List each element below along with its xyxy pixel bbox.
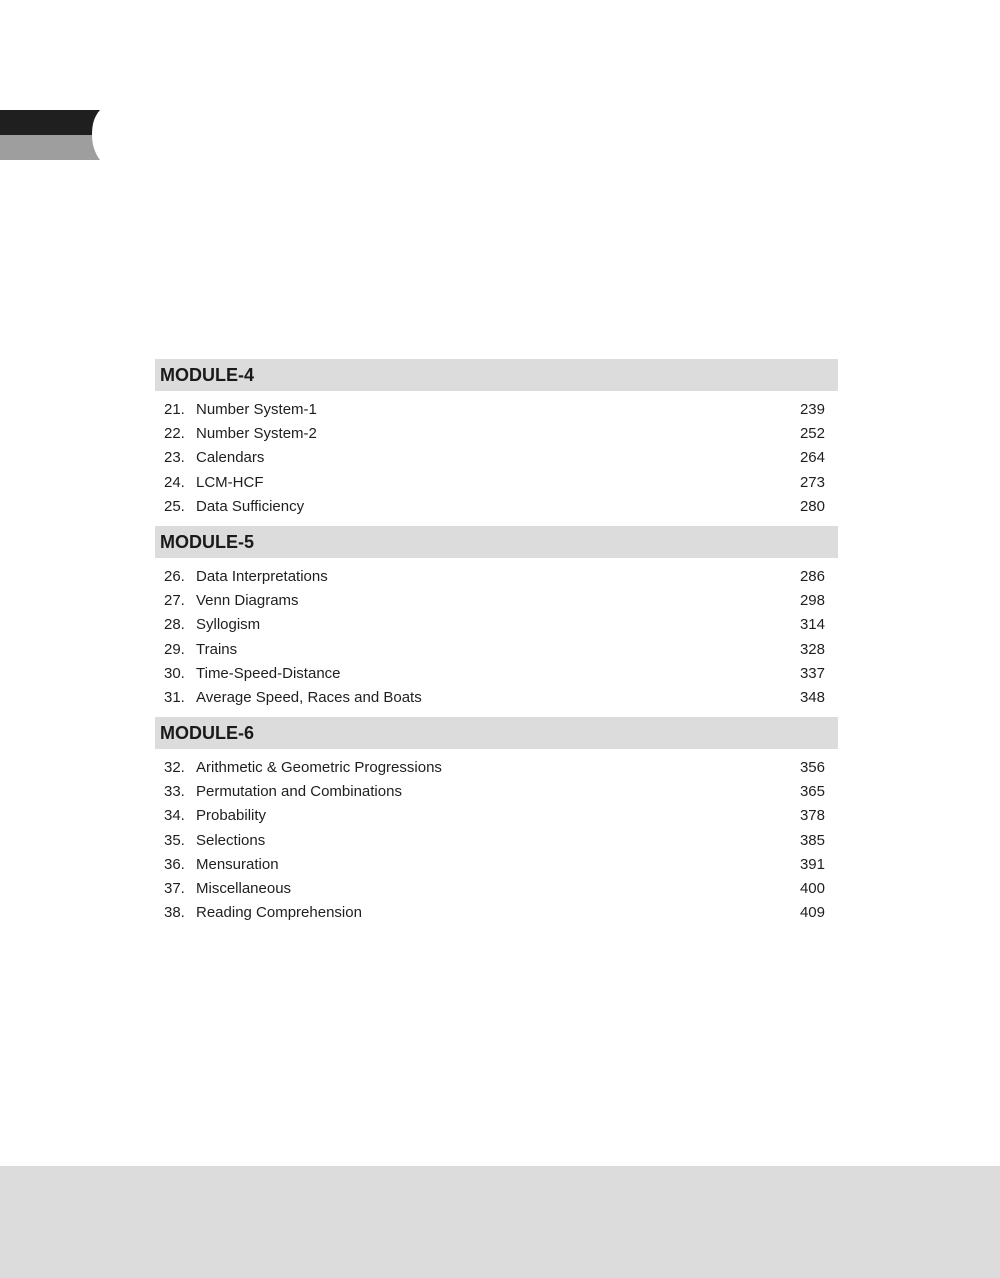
entry-number: 27. [164, 592, 185, 610]
toc-entry[interactable] [155, 662, 838, 686]
entry-title: Data Interpretations [196, 567, 328, 585]
toc-entry[interactable] [155, 853, 838, 877]
toc-entry[interactable] [155, 398, 838, 422]
toc-entry[interactable] [155, 446, 838, 470]
entry-page: 252 [799, 425, 825, 443]
entry-title: Average Speed, Races and Boats [196, 688, 422, 706]
module-6-section [155, 717, 838, 925]
entry-number: 31. [164, 688, 185, 706]
toc-entry[interactable] [155, 877, 838, 901]
entry-page: 286 [799, 567, 825, 585]
entry-page: 239 [799, 401, 825, 418]
entry-number: 21. [164, 401, 185, 418]
entry-number: 23. [164, 449, 185, 467]
entry-number: 35. [164, 831, 185, 849]
corner-tab-light [0, 135, 100, 160]
entry-number: 37. [164, 880, 185, 897]
toc-entry[interactable] [155, 756, 838, 780]
entry-title: Syllogism [196, 616, 261, 634]
entry-number: 22. [164, 425, 185, 443]
toc-entry[interactable] [155, 495, 838, 519]
entry-number: 30. [164, 664, 185, 682]
entry-page: 273 [799, 473, 825, 491]
module-header: MODULE-5 [155, 526, 838, 558]
toc-entry[interactable] [155, 804, 838, 828]
entry-title: Miscellaneous [196, 880, 292, 897]
module-5-section [155, 526, 838, 710]
entry-title: Number System-2 [196, 425, 317, 443]
entry-title: Mensuration [196, 855, 279, 873]
module-header: MODULE-6 [155, 717, 838, 749]
entry-title: Data Sufficiency [196, 497, 305, 515]
entry-title: Reading Comprehension [196, 904, 362, 922]
entry-page: 356 [799, 759, 825, 777]
module-header: MODULE-4 [155, 359, 838, 391]
entry-page: 348 [799, 688, 825, 706]
entry-title: Permutation and Combinations [196, 783, 402, 801]
entry-page: 385 [799, 831, 825, 849]
entry-title: Calendars [196, 449, 265, 467]
entry-number: 33. [164, 783, 185, 801]
footer-band [0, 1166, 1000, 1278]
entry-number: 34. [164, 807, 185, 825]
entry-page: 391 [799, 855, 825, 873]
corner-tab-decoration [0, 110, 100, 160]
entry-page: 365 [799, 783, 825, 801]
entry-page: 314 [799, 616, 825, 634]
toc-entry[interactable] [155, 686, 838, 710]
entry-number: 28. [164, 616, 185, 634]
entry-title: Probability [196, 807, 267, 825]
entry-number: 38. [164, 904, 185, 922]
corner-tab-dark [0, 110, 100, 135]
toc-entry[interactable] [155, 780, 838, 804]
entry-page: 298 [799, 592, 825, 610]
entry-page: 400 [799, 880, 825, 897]
entry-number: 26. [164, 567, 185, 585]
entry-number: 24. [164, 473, 185, 491]
entry-title: LCM-HCF [196, 473, 264, 491]
entry-title: Trains [196, 640, 238, 658]
entry-title: Selections [196, 831, 266, 849]
toc-entry[interactable] [155, 422, 838, 446]
entry-number: 36. [164, 855, 185, 873]
entry-title: Time-Speed-Distance [196, 664, 341, 682]
toc-entry[interactable] [155, 589, 838, 613]
entry-number: 25. [164, 497, 185, 515]
entry-title: Arithmetic & Geometric Progressions [196, 759, 442, 777]
entry-page: 409 [799, 904, 825, 922]
table-of-contents [155, 359, 838, 932]
entry-page: 378 [799, 807, 825, 825]
entry-page: 337 [799, 664, 825, 682]
toc-entry[interactable] [155, 638, 838, 662]
toc-entry[interactable] [155, 565, 838, 589]
toc-entry[interactable] [155, 901, 838, 925]
entry-title: Number System-1 [196, 401, 317, 418]
entry-page: 328 [799, 640, 825, 658]
entry-title: Venn Diagrams [196, 592, 299, 610]
toc-entry[interactable] [155, 613, 838, 637]
entry-number: 32. [164, 759, 185, 777]
entry-page: 280 [799, 497, 825, 515]
toc-entry[interactable] [155, 471, 838, 495]
entry-page: 264 [799, 449, 825, 467]
module-4-section [155, 359, 838, 519]
entry-number: 29. [164, 640, 185, 658]
toc-entry[interactable] [155, 829, 838, 853]
